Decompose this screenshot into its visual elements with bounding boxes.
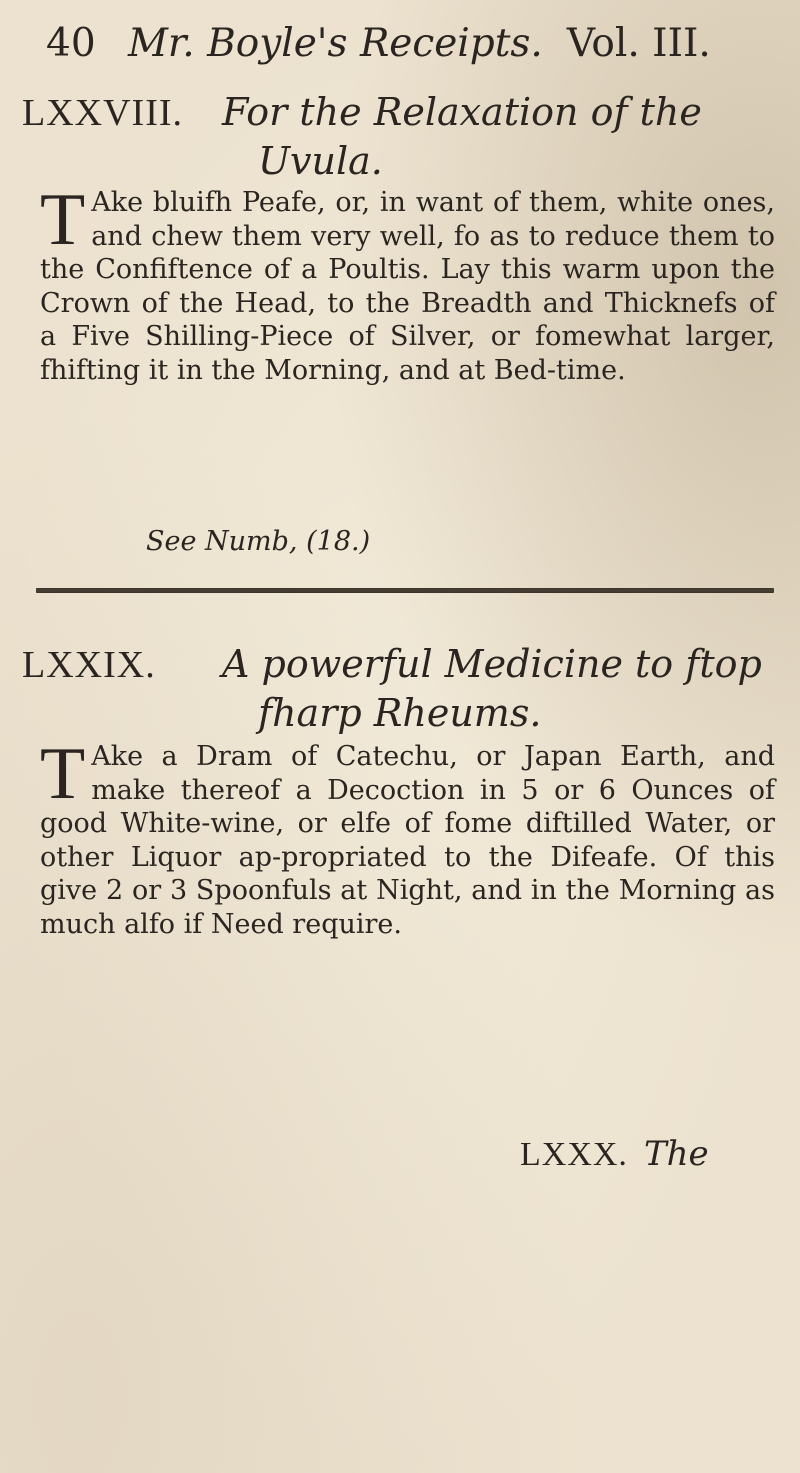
cross-reference: See Numb, (18.) [146, 526, 371, 557]
receipt-title-continued: Uvula. [258, 139, 383, 183]
page-number: 40 [46, 21, 96, 66]
receipt-title: For the Relaxation of the [222, 90, 702, 134]
catchword-number: LXXX. [520, 1136, 628, 1173]
receipt-title: A powerful Medicine to ftop [222, 642, 762, 686]
catchword [520, 1132, 709, 1177]
drop-cap: T [40, 733, 86, 815]
receipt-heading [22, 640, 782, 737]
receipt-number: LXXIX. [22, 644, 156, 686]
receipt-text: Ake a Dram of Catechu, or Japan Earth, and make thereof a Decoction in 5 or 6 Ounces of good White-wine, or elfe of fome diftilled Water, or other Liquor ap-propriated to the Difeafe. Of this give 2 or 3 Spoonfuls at Night, and in the Morning as much alfo if Need require. [40, 741, 775, 940]
receipt-number: LXXVIII. [22, 92, 184, 134]
book-title: Mr. Boyle's Receipts. [128, 21, 543, 66]
receipt-text: Ake bluifh Peafe, or, in want of them, white ones, and chew them very well, fo as to reduce them to the Confiftence of a Poultis. Lay this warm upon the Crown of the Head, to the Breadth and Thicknefs of a Five Shilling-Piece of Silver, or fomewhat larger, fhifting it in the Morning, and at Bed-time. [40, 187, 775, 386]
receipt-title-continued: fharp Rheums. [258, 691, 542, 735]
receipt-body [40, 179, 775, 387]
volume-label: Vol. III. [566, 21, 711, 66]
drop-cap: T [40, 179, 86, 261]
receipt-heading [22, 88, 782, 185]
section-divider [36, 588, 774, 593]
running-head [46, 14, 766, 74]
catchword-word: The [643, 1134, 709, 1174]
receipt-body [40, 733, 775, 941]
